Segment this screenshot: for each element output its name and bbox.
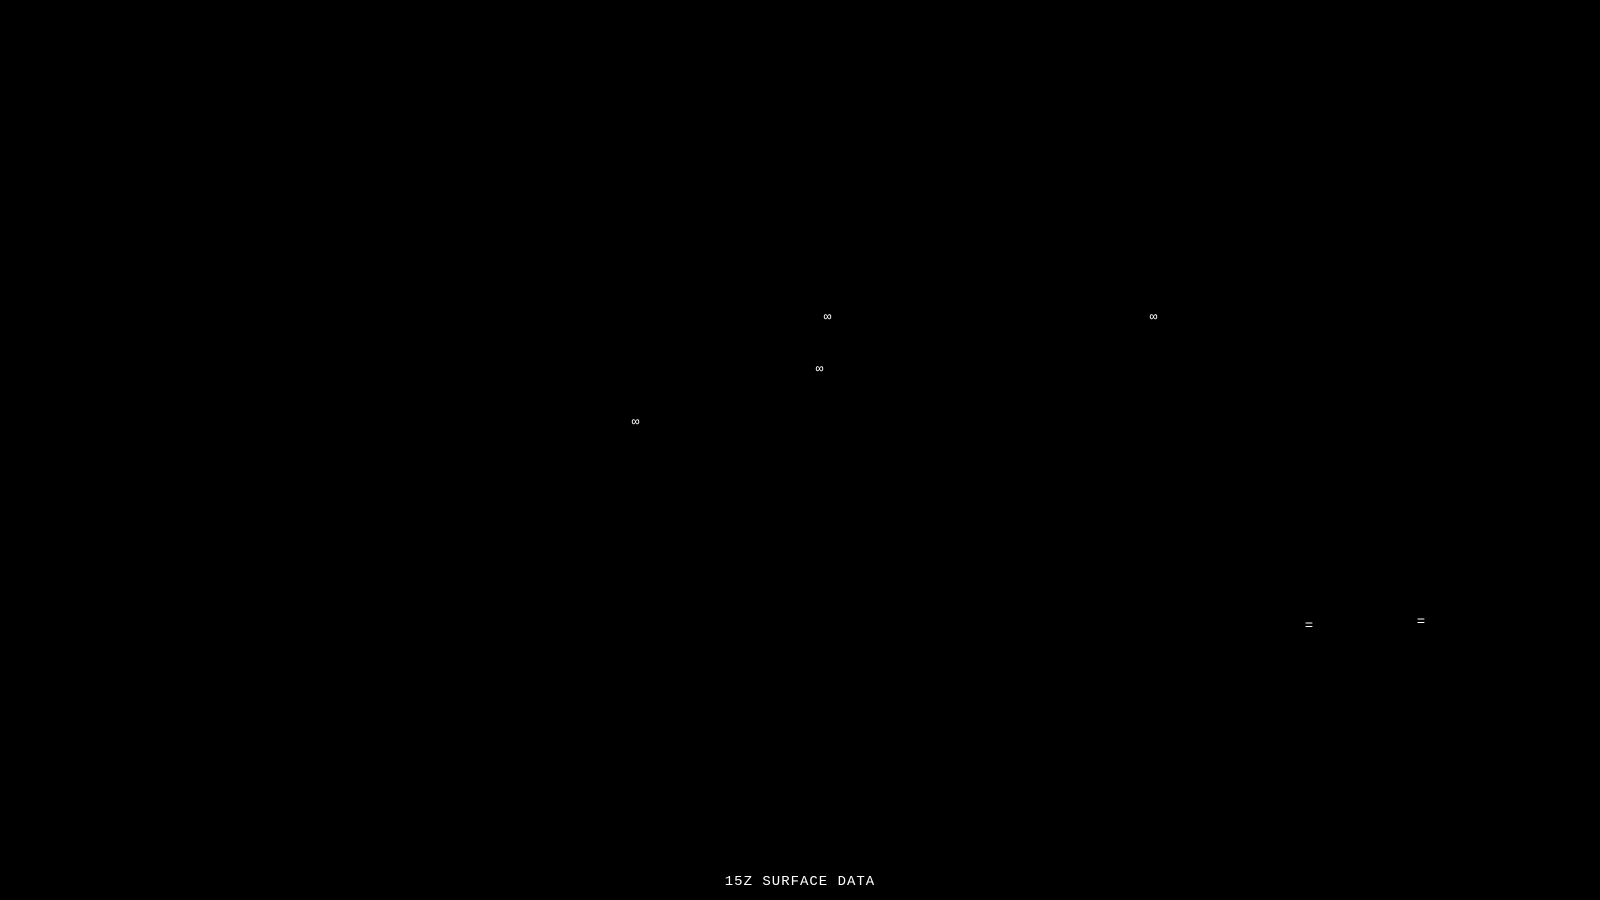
map-title: 15Z SURFACE DATA	[724, 874, 876, 890]
haze-symbol: =	[1416, 614, 1426, 631]
haze-symbol: =	[1304, 618, 1314, 635]
fog-symbol: ∞	[815, 361, 823, 377]
fog-symbol: ∞	[823, 309, 831, 325]
fog-symbol: ∞	[631, 414, 639, 430]
fog-symbol: ∞	[1149, 309, 1157, 325]
